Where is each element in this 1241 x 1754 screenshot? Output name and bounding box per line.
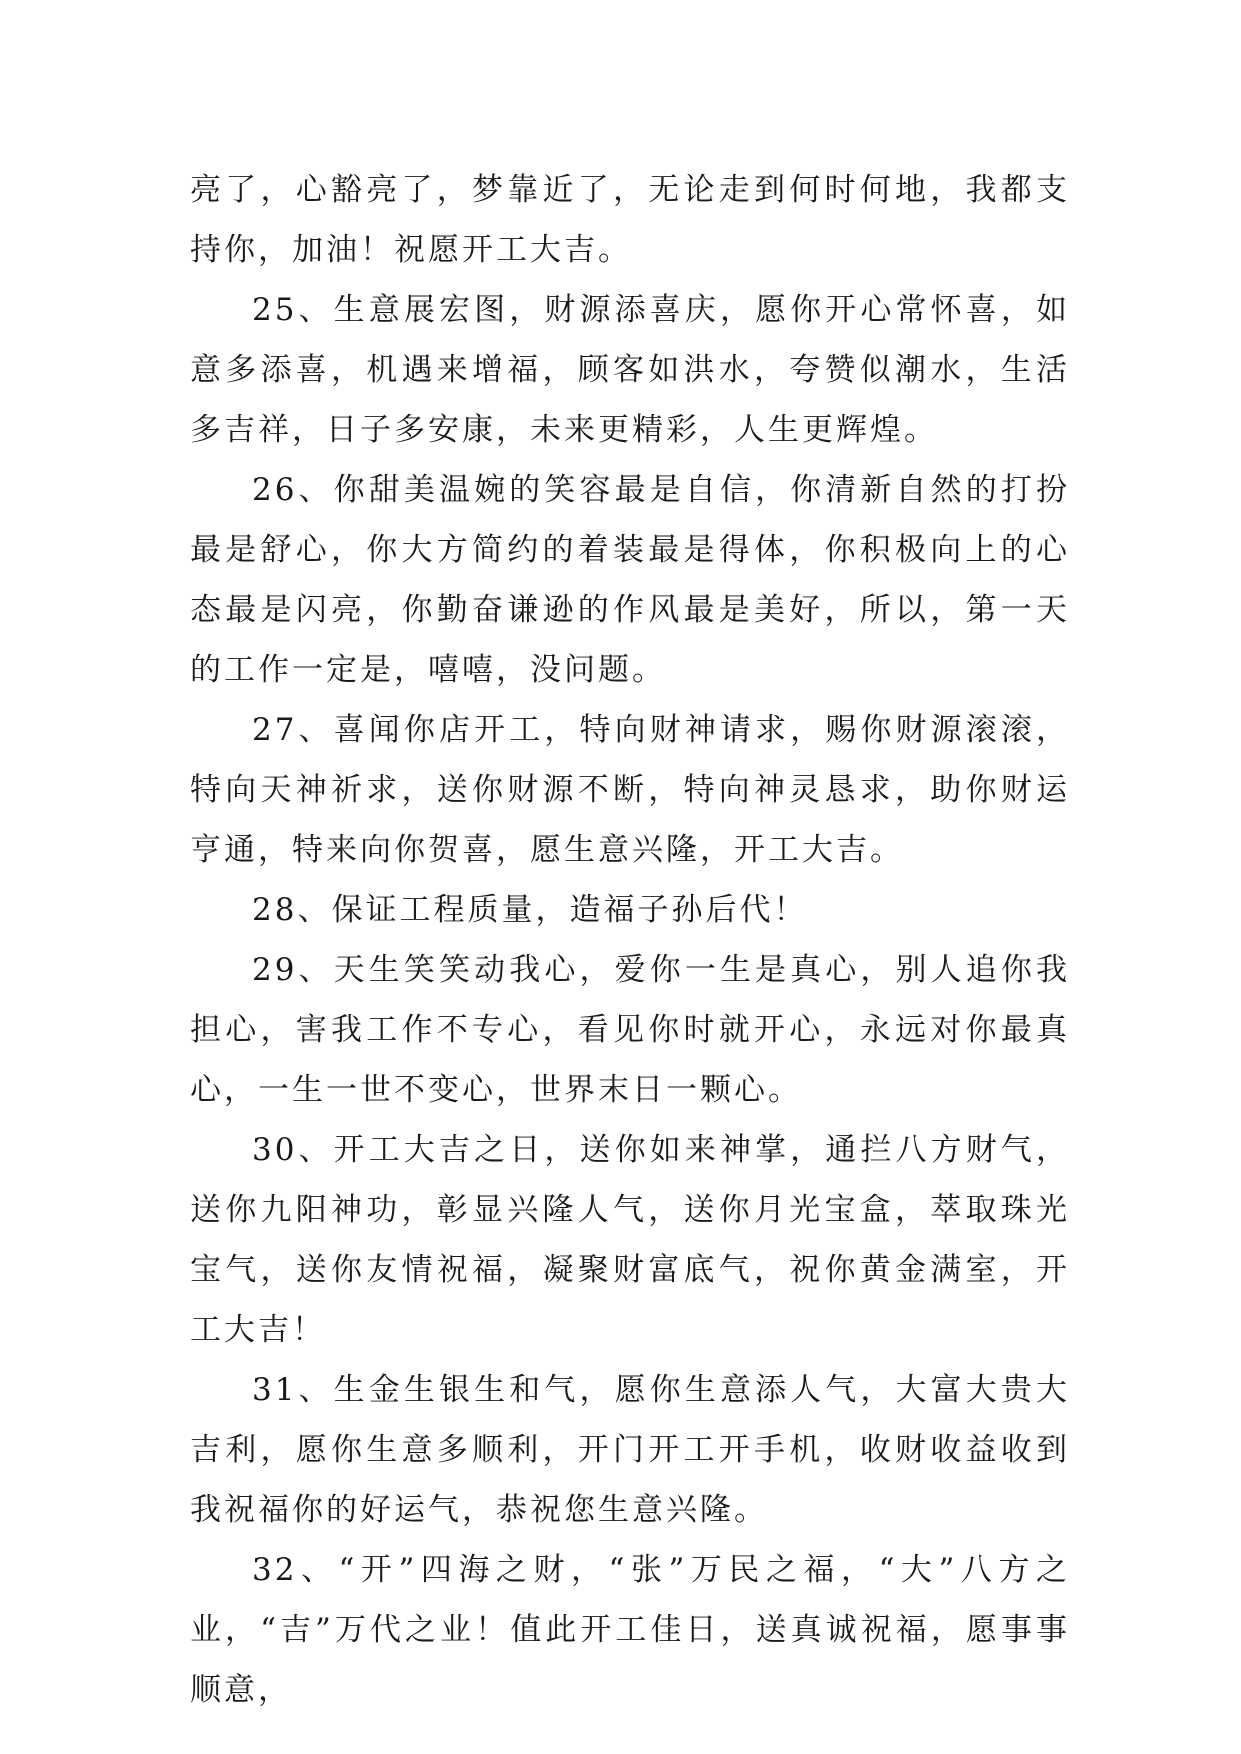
paragraph-27: 27、喜闻你店开工，特向财神请求，赐你财源滚滚，特向天神祈求，送你财源不断，特向神灵恳求，助你财运亨通，特来向你贺喜，愿生意兴隆，开工大吉。 — [190, 712, 1070, 868]
paragraph-30: 30、开工大吉之日，送你如来神掌，通拦八方财气，送你九阳神功，彰显兴隆人气，送你月光宝盒，萃取珠光宝气，送你友情祝福，凝聚财富底气，祝你黄金满室，开工大吉！ — [190, 1132, 1070, 1348]
paragraph-28: 28、保证工程质量，造福子孙后代！ — [252, 892, 808, 928]
paragraph-32: 32、“开”四海之财，“张”万民之福，“大”八方之业，“吉”万代之业！值此开工佳日，送真诚祝福，愿事事顺意， — [190, 1552, 1070, 1708]
paragraph-continuation: 亮了，心豁亮了，梦靠近了，无论走到何时何地，我都支持你，加油！祝愿开工大吉。 — [190, 172, 1070, 268]
paragraph-26: 26、你甜美温婉的笑容最是自信，你清新自然的打扮最是舒心，你大方简约的着装最是得体，你积极向上的心态最是闪亮，你勤奋谦逊的作风最是美好，所以，第一天的工作一定是，嘻嘻，没问题。 — [190, 472, 1070, 688]
paragraph-31: 31、生金生银生和气，愿你生意添人气，大富大贵大吉利，愿你生意多顺利，开门开工开手机，收财收益收到我祝福你的好运气，恭祝您生意兴隆。 — [190, 1372, 1070, 1528]
body-text — [190, 160, 1070, 1720]
paragraph-29: 29、天生笑笑动我心，爱你一生是真心，别人追你我担心，害我工作不专心，看见你时就开心，永远对你最真心，一生一世不变心，世界末日一颗心。 — [190, 952, 1070, 1108]
paragraph-25: 25、生意展宏图，财源添喜庆，愿你开心常怀喜，如意多添喜，机遇来增福，顾客如洪水，夸赞似潮水，生活多吉祥，日子多安康，未来更精彩，人生更辉煌。 — [190, 292, 1070, 448]
